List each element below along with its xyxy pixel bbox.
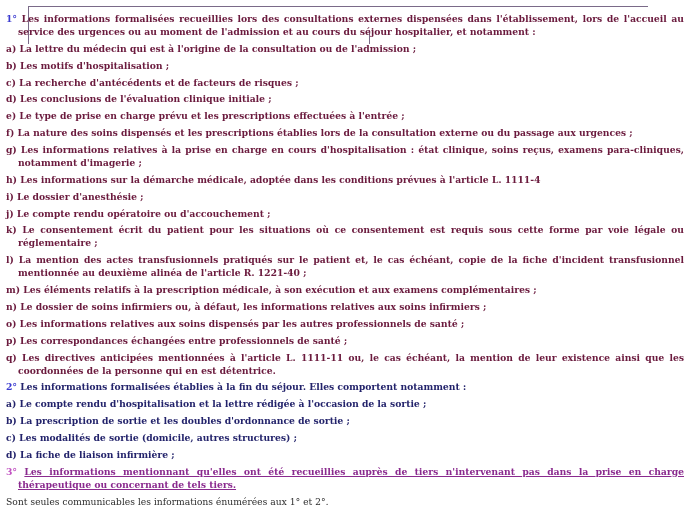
section1-item-c: c) La recherche d'antécédents et de facteurs de risques ; [6,77,299,89]
footer-note: Sont seules communicables les informations énumérées aux 1° et 2°. [6,496,329,508]
section1-item-b: b) Les motifs d'hospitalisation ; [6,60,170,72]
section2-item-c: c) Les modalités de sortie (domicile, autres structures) ; [6,432,297,444]
section1-item-q: q) Les directives anticipées mentionnées à l'article L. 1111-11 ou, le cas échéant, la mention de leur existence ainsi que les coordonnées de la personne qui en est détentrice. [6,352,684,377]
section1-item-o: o) Les informations relatives aux soins dispensés par les autres professionnels de santé ; [6,318,465,330]
section2-intro: 2° Les informations formalisées établies à la fin du séjour. Elles comportent notamment : [6,382,467,394]
section1-item-p: p) Les correspondances échangées entre professionnels de santé ; [6,335,348,347]
section1-item-j: j) Le compte rendu opératoire ou d'accouchement ; [6,208,271,220]
section1-number: 1° [6,14,17,25]
section3-text: 3° Les informations mentionnant qu'elles ont été recueillies auprès de tiers n'intervenant pas dans la prise en charge thérapeutique ou concernant de tels tiers. [6,466,684,491]
section1-item-m: m) Les éléments relatifs à la prescription médicale, à son exécution et aux examens complémentaires ; [6,285,537,297]
frame-line-top [28,6,648,7]
document-body [6,13,684,512]
section1-item-g: g) Les informations relatives à la prise en charge en cours d'hospitalisation : état clinique, soins reçus, examens para-cliniques, notamment d'imagerie ; [6,144,684,169]
section1-item-e: e) Le type de prise en charge prévu et les prescriptions effectuées à l'entrée ; [6,111,405,123]
section1-item-a: a) La lettre du médecin qui est à l'origine de la consultation ou de l'admission ; [6,43,417,55]
section1-intro: 1° Les informations formalisées recueillies lors des consultations externes dispensées dans l'établissement, lors de l'accueil au service des urgences ou au moment de l'admission et au cours du séjour hospitalier, et notamment : [6,14,684,39]
section2-item-b: b) La prescription de sortie et les doubles d'ordonnance de sortie ; [6,416,350,428]
section1-item-n: n) Le dossier de soins infirmiers ou, à défaut, les informations relatives aux soins infirmiers ; [6,302,487,313]
section2-number: 2° [6,382,17,394]
section1-item-d: d) Les conclusions de l'évaluation clinique initiale ; [6,94,272,106]
section1-item-f: f) La nature des soins dispensés et les prescriptions établies lors de la consultation externe ou du passage aux urgences ; [6,128,633,140]
section1-item-k: k) Le consentement écrit du patient pour les situations où ce consentement est requis sous cette forme par voie légale ou réglementaire ; [6,225,684,250]
section1-item-i: i) Le dossier d'anesthésie ; [6,191,144,203]
section1-item-l: l) La mention des actes transfusionnels pratiqués sur le patient et, le cas échéant, copie de la fiche d'incident transfusionnel mentionnée au deuxième alinéa de l'article R. 1221-40 ; [6,255,684,280]
section1-item-h: h) Les informations sur la démarche médicale, adoptée dans les conditions prévues à l'article L. 1111-4 [6,174,541,186]
section2-item-a: a) Le compte rendu d'hospitalisation et la lettre rédigée à l'occasion de la sortie ; [6,399,427,411]
section2-item-d: d) La fiche de liaison infirmière ; [6,449,175,461]
section3-number: 3° [6,466,17,478]
